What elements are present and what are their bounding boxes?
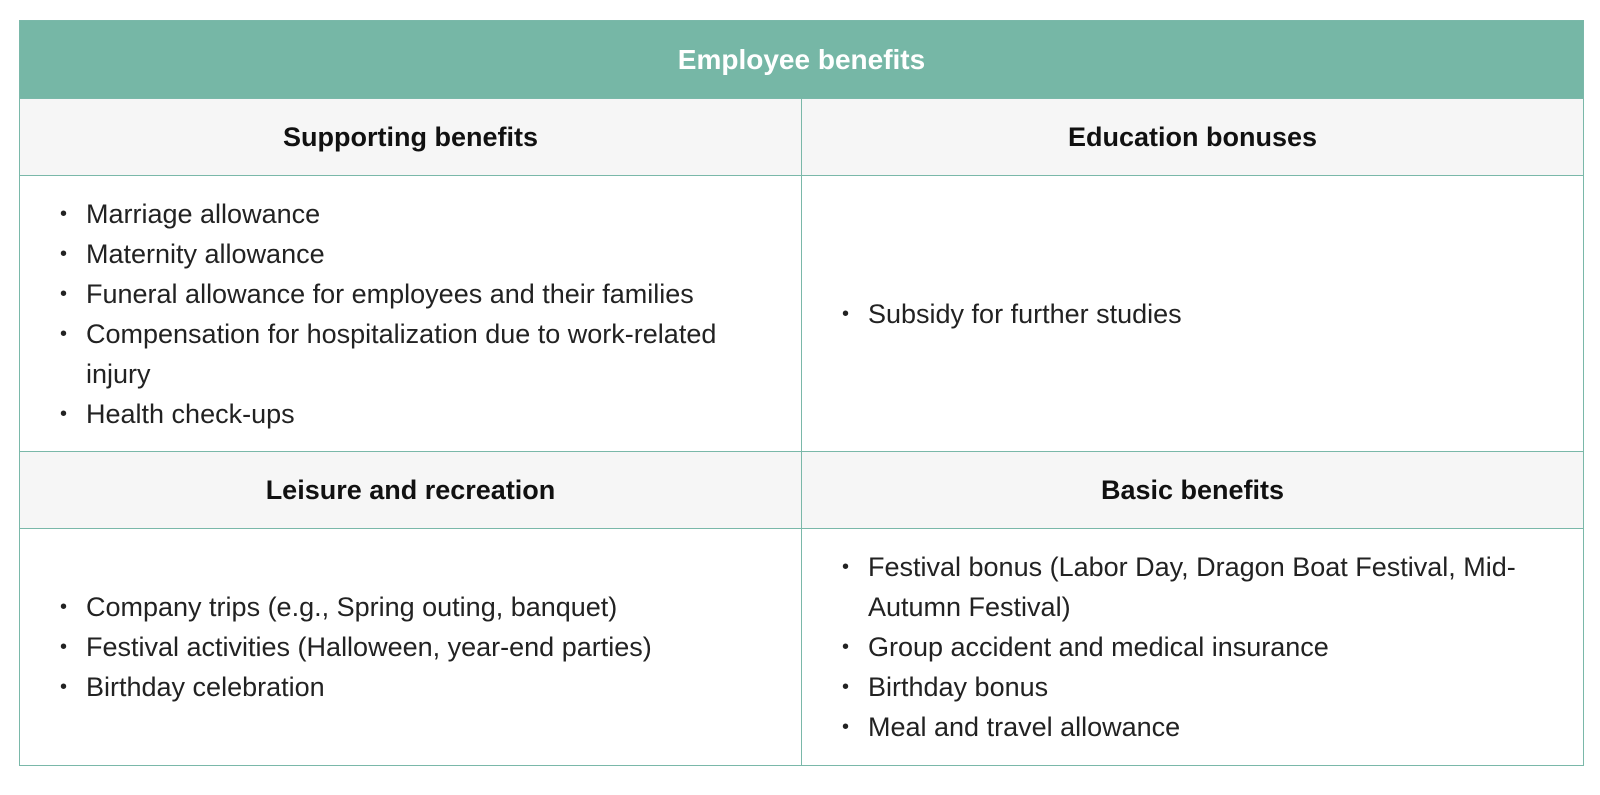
list-item-text: Subsidy for further studies bbox=[868, 298, 1182, 329]
supporting-benefits-list bbox=[20, 194, 801, 434]
list-item bbox=[60, 194, 771, 234]
supporting-benefits-cell bbox=[20, 176, 802, 451]
bullet-icon: • bbox=[842, 636, 850, 658]
list-item bbox=[842, 547, 1553, 627]
list-item-text: Compensation for hospitalization due to work-related injury bbox=[86, 318, 717, 389]
benefits-table bbox=[19, 20, 1584, 766]
list-item-text: Festival bonus (Labor Day, Dragon Boat Festival, Mid-Autumn Festival) bbox=[868, 552, 1516, 622]
list-item bbox=[60, 274, 771, 314]
list-item-text: Company trips (e.g., Spring outing, banquet) bbox=[86, 592, 618, 622]
bullet-icon: • bbox=[60, 242, 68, 265]
bullet-icon: • bbox=[60, 596, 68, 618]
basic-benefits-cell bbox=[802, 529, 1583, 765]
list-item bbox=[60, 314, 771, 394]
list-item-text: Birthday bonus bbox=[868, 672, 1049, 702]
list-item-text: Meal and travel allowance bbox=[868, 712, 1181, 742]
list-item bbox=[60, 394, 771, 434]
list-item-text: Group accident and medical insurance bbox=[868, 632, 1329, 662]
list-item-text: Health check-ups bbox=[86, 398, 295, 429]
basic-benefits-heading: Basic benefits bbox=[1100, 474, 1285, 505]
list-item bbox=[842, 294, 1182, 334]
basic-benefits-list bbox=[802, 547, 1583, 747]
bullet-icon: • bbox=[60, 636, 68, 658]
bullet-icon: • bbox=[60, 202, 68, 225]
bullet-icon: • bbox=[842, 676, 850, 698]
leisure-recreation-list bbox=[20, 587, 682, 707]
leisure-recreation-cell bbox=[20, 529, 802, 765]
bullet-icon: • bbox=[842, 716, 850, 738]
list-item bbox=[842, 667, 1553, 707]
bullet-icon: • bbox=[842, 302, 850, 325]
list-item-text: Funeral allowance for employees and their families bbox=[86, 278, 694, 309]
header-row-2 bbox=[20, 452, 1583, 529]
body-row-1 bbox=[20, 176, 1583, 452]
list-item-text: Maternity allowance bbox=[86, 238, 325, 269]
list-item-text: Festival activities (Halloween, year-end parties) bbox=[86, 632, 652, 662]
list-item bbox=[60, 234, 771, 274]
bullet-icon: • bbox=[60, 282, 68, 305]
education-bonuses-cell bbox=[802, 176, 1583, 451]
supporting-benefits-heading: Supporting benefits bbox=[20, 99, 802, 175]
list-item bbox=[842, 707, 1553, 747]
list-item bbox=[60, 667, 652, 707]
leisure-recreation-heading: Leisure and recreation bbox=[20, 452, 802, 528]
list-item bbox=[60, 587, 652, 627]
list-item bbox=[842, 627, 1553, 667]
header-row-1 bbox=[20, 99, 1583, 176]
bullet-icon: • bbox=[60, 676, 68, 698]
body-row-2 bbox=[20, 529, 1583, 765]
education-bonuses-heading: Education bonuses bbox=[1067, 121, 1318, 152]
list-item-text: Birthday celebration bbox=[86, 672, 325, 702]
list-item bbox=[60, 627, 652, 667]
bullet-icon: • bbox=[60, 322, 68, 345]
table-title: Employee benefits bbox=[20, 21, 1583, 99]
list-item-text: Marriage allowance bbox=[86, 198, 321, 229]
bullet-icon: • bbox=[842, 556, 850, 578]
bullet-icon: • bbox=[60, 402, 68, 425]
education-bonuses-list bbox=[802, 294, 1212, 334]
